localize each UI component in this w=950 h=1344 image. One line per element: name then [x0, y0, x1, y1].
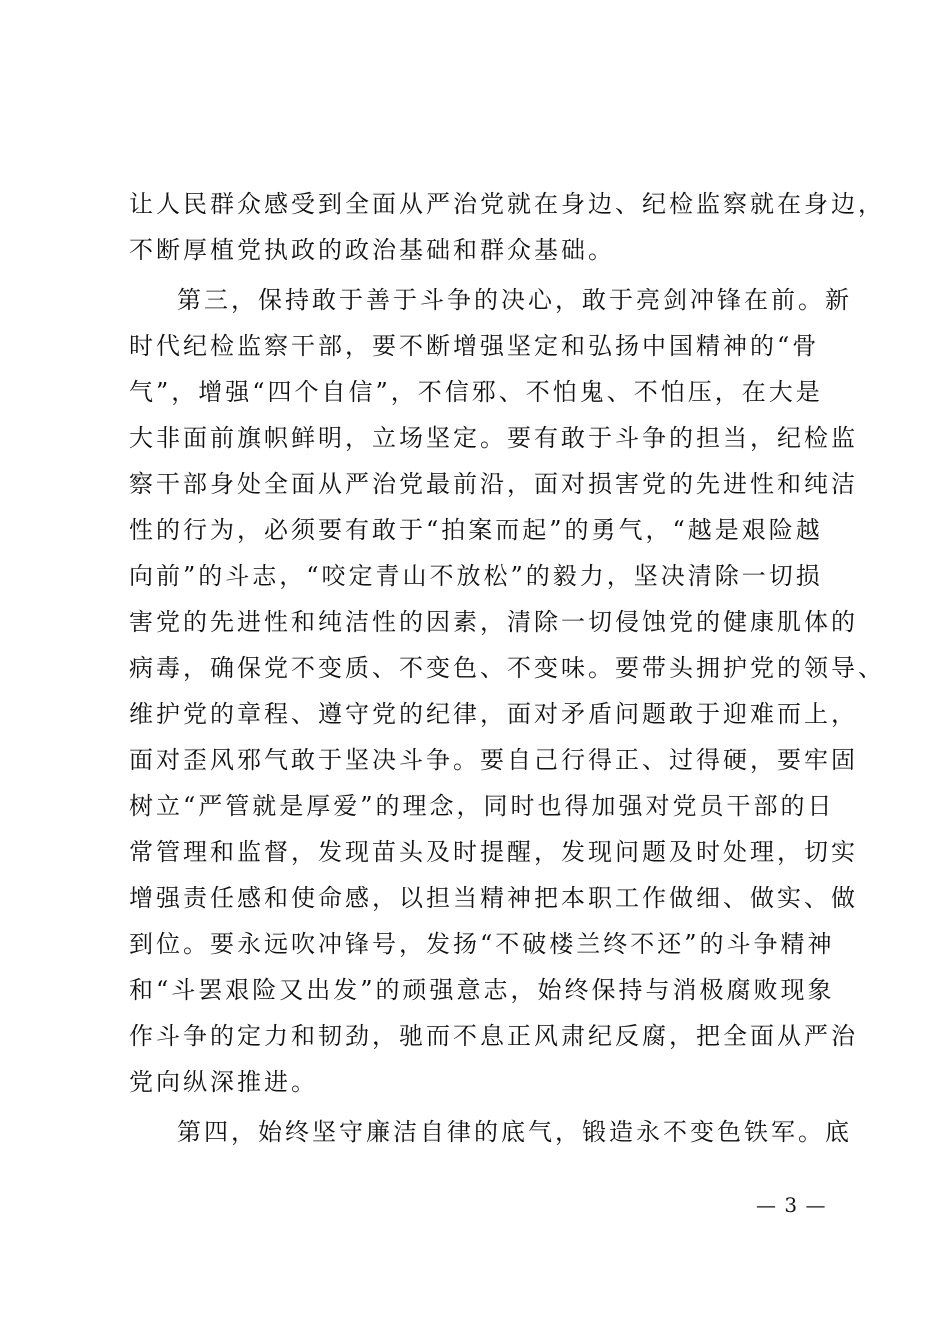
text-line: 向前”的斗志，“咬定青山不放松”的毅力，坚决清除一切损 [129, 562, 823, 590]
text-line: 让人民群众感受到全面从严治党就在身边、纪检监察就在身边， [129, 190, 885, 218]
text-line: 维护党的章程、遵守党的纪律，面对矛盾问题敢于迎难而上， [129, 700, 858, 728]
text-line: 党向纵深推进。 [129, 1068, 318, 1096]
text-line: 病毒，确保党不变质、不变色、不变味。要带头拥护党的领导、 [129, 654, 885, 682]
text-line: 不断厚植党执政的政治基础和群众基础。 [129, 236, 615, 264]
text-line: 和“斗罢艰险又出发”的顽强意志，始终保持与消极腐败现象 [129, 976, 835, 1004]
text-line: 气”，增强“四个自信”，不信邪、不怕鬼、不怕压，在大是 [129, 378, 823, 406]
paragraph-start-line: 第三，保持敢于善于斗争的决心，敢于亮剑冲锋在前。新 [177, 286, 852, 314]
text-line: 作斗争的定力和韧劲，驰而不息正风肃纪反腐，把全面从严治 [129, 1022, 858, 1050]
text-line: 常管理和监督，发现苗头及时提醒，发现问题及时处理，切实 [129, 838, 858, 866]
text-line: 树立“严管就是厚爱”的理念，同时也得加强对党员干部的日 [129, 792, 835, 820]
text-line: 面对歪风邪气敢于坚决斗争。要自己行得正、过得硬，要牢固 [129, 746, 858, 774]
text-line: 性的行为，必须要有敢于“拍案而起”的勇气，“越是艰险越 [129, 516, 823, 544]
text-line: 到位。要永远吹冲锋号，发扬“不破楼兰终不还”的斗争精神 [129, 930, 835, 958]
text-line: 增强责任感和使命感，以担当精神把本职工作做细、做实、做 [129, 884, 858, 912]
page-number: — 3 — [756, 1193, 827, 1217]
paragraph-start-line: 第四，始终坚守廉洁自律的底气，锻造永不变色铁军。底 [177, 1118, 852, 1146]
text-line: 时代纪检监察干部，要不断增强坚定和弘扬中国精神的“骨 [129, 332, 820, 360]
text-line: 害党的先进性和纯洁性的因素，清除一切侵蚀党的健康肌体的 [129, 608, 858, 636]
text-line: 大非面前旗帜鲜明，立场坚定。要有敢于斗争的担当，纪检监 [129, 424, 858, 452]
text-line: 察干部身处全面从严治党最前沿，面对损害党的先进性和纯洁 [129, 470, 858, 498]
